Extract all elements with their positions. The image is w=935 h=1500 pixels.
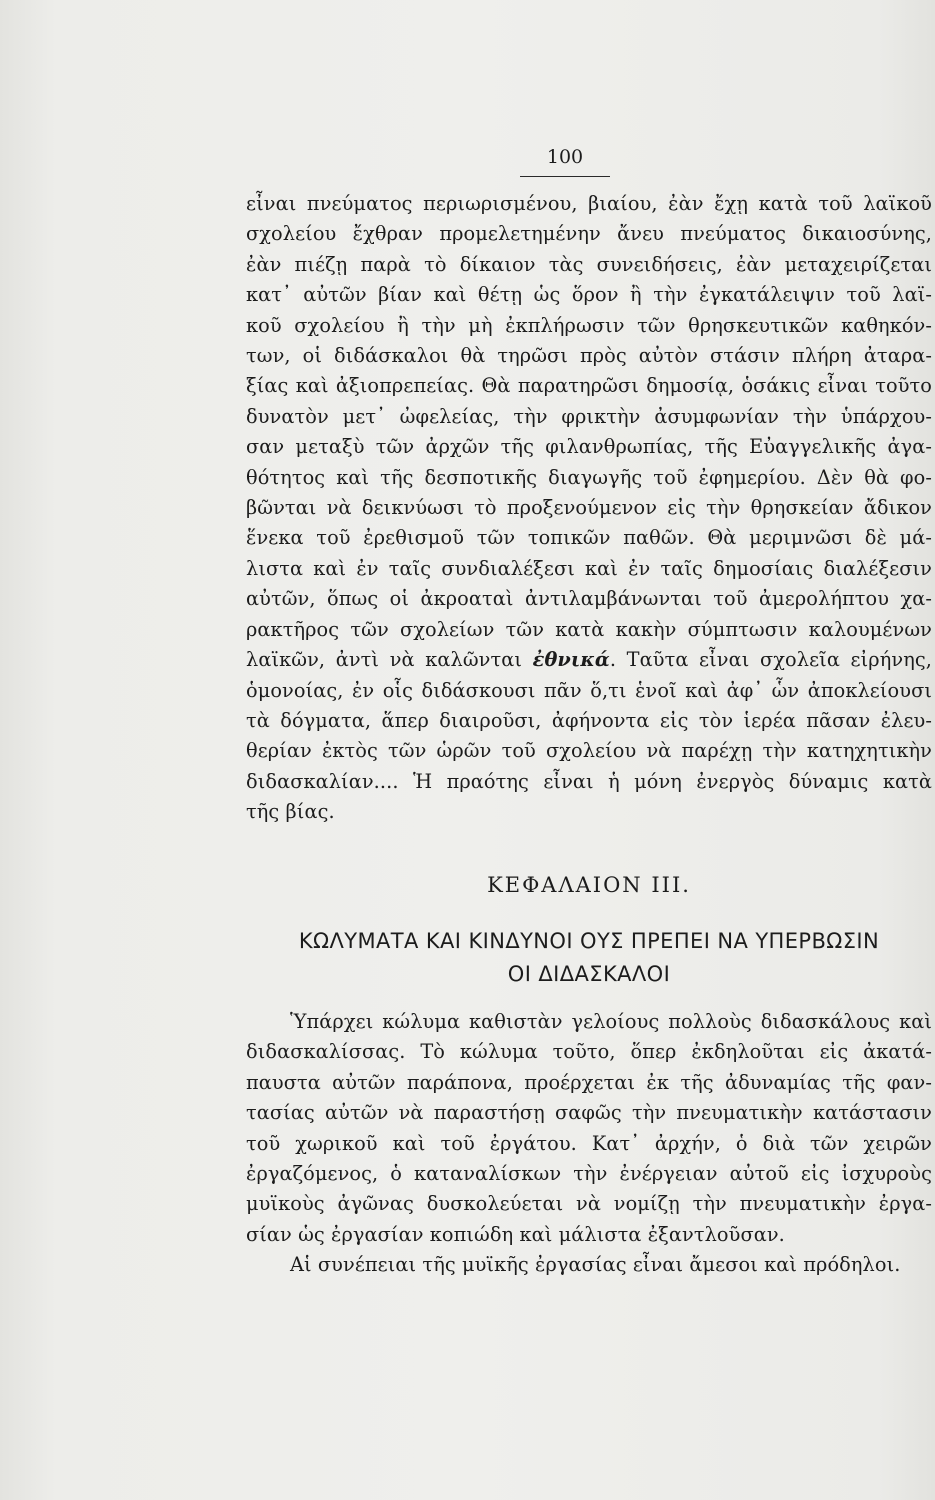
text-line: λιστα καὶ ἐν ταῖς συνδιαλέξεσι καὶ ἐν ταῖς δημοσίαις διαλέξεσιν bbox=[246, 556, 932, 580]
text-line: ἐὰν πιέζῃ παρὰ τὸ δίκαιον τὰς συνειδήσεις, ἐὰν μεταχειρίζεται bbox=[246, 252, 932, 276]
heading-line: ΚΩΛΥΜΑΤΑ ΚΑΙ ΚΙΝΔΥΝΟΙ ΟΥΣ ΠΡΕΠΕΙ ΝΑ ΥΠΕΡΒΩΣΙΝ bbox=[298, 929, 880, 953]
paragraph-3-line: Αἱ συνέπειαι τῆς μυϊκῆς ἐργασίας εἶναι ἄμεσοι καὶ πρόδηλοι. bbox=[290, 1253, 901, 1277]
text-line: ἕνεκα τοῦ ἐρεθισμοῦ τῶν τοπικῶν παθῶν. Θὰ μεριμνῶσι δὲ μά- bbox=[246, 526, 932, 550]
text-line: τοῦ χωρικοῦ καὶ τοῦ ἐργάτου. Κατ᾽ ἀρχήν, ὁ διὰ τῶν χειρῶν bbox=[246, 1131, 932, 1155]
text-line: μυϊκοὺς ἀγῶνας δυσκολεύεται νὰ νομίζῃ τὴν πνευματικὴν ἐργα- bbox=[246, 1192, 932, 1216]
text-line: διδασκαλίαν.... Ἡ πραότης εἶναι ἡ μόνη ἐνεργὸς δύναμις κατὰ bbox=[246, 769, 932, 793]
text-line: σίαν ὡς ἐργασίαν κοπιώδη καὶ μάλιστα ἐξαντλοῦσαν. bbox=[246, 1222, 785, 1246]
text-line: ὁμονοίας, ἐν οἷς διδάσκουσι πᾶν ὅ,τι ἑνοῖ καὶ ἀφ᾽ ὧν ἀποκλείουσι bbox=[246, 678, 932, 702]
text-line: σαν μεταξὺ τῶν ἀρχῶν τῆς φιλανθρωπίας, τῆς Εὐαγγελικῆς ἀγα- bbox=[246, 435, 932, 459]
text-line: εἶναι πνεύματος περιωρισμένου, βιαίου, ἐὰν ἔχῃ κατὰ τοῦ λαϊκοῦ bbox=[246, 192, 932, 215]
text-line: ἐργαζόμενος, ὁ καταναλίσκων τὴν ἐνέργειαν αὐτοῦ εἰς ἰσχυροὺς bbox=[246, 1162, 932, 1186]
text-line: θερίαν ἐκτὸς τῶν ὡρῶν τοῦ σχολείου νὰ παρέχῃ τὴν κατηχητικὴν bbox=[246, 739, 932, 763]
text-line: παυστα αὐτῶν παράπονα, προέρχεται ἐκ τῆς ἀδυναμίας τῆς φαν- bbox=[246, 1070, 932, 1094]
text-fragment: λαϊκῶν, ἀντὶ νὰ καλῶνται bbox=[246, 648, 533, 672]
text-line: τασίας αὐτῶν νὰ παραστήσῃ σαφῶς τὴν πνευματικὴν κατάστασιν bbox=[246, 1101, 932, 1125]
text-line: κατ᾽ αὐτῶν βίαν καὶ θέτῃ ὡς ὅρον ἢ τὴν ἐγκατάλειψιν τοῦ λαϊ- bbox=[246, 283, 932, 307]
text-line: αὐτῶν, ὅπως οἱ ἀκροαταὶ ἀντιλαμβάνωνται τοῦ ἀμερολήπτου χα- bbox=[246, 587, 932, 611]
heading-line: ΟΙ ΔΙΔΑΣΚΑΛΟΙ bbox=[507, 962, 671, 986]
text-line: τῆς βίας. bbox=[246, 800, 335, 824]
text-line: σχολείου ἔχθραν προμελετημένην ἄνευ πνεύματος δικαιοσύνης, bbox=[246, 222, 932, 246]
text-line: κοῦ σχολείου ἢ τὴν μὴ ἐκπλήρωσιν τῶν θρησκευτικῶν καθηκόν- bbox=[246, 313, 932, 337]
section-heading bbox=[246, 925, 932, 991]
text-line: Ὑπάρχει κώλυμα καθιστὰν γελοίους πολλοὺς διδασκάλους καὶ bbox=[290, 1010, 932, 1033]
text-line: δυνατὸν μετ᾽ ὠφελείας, τὴν φρικτὴν ἀσυμφωνίαν τὴν ὑπάρχου- bbox=[246, 404, 932, 428]
page-number: 100 bbox=[520, 146, 610, 177]
emphasized-word: ἐθνικά bbox=[532, 648, 610, 672]
text-line: θότητος καὶ τῆς δεσποτικῆς διαγωγῆς τοῦ ἐφημερίου. Δὲν θὰ φο- bbox=[246, 465, 932, 489]
paragraph-2 bbox=[246, 1007, 932, 1281]
text-fragment: . Ταῦτα εἶναι σχολεῖα εἰρήνης, bbox=[609, 648, 932, 672]
text-line: ξίας καὶ ἀξιοπρεπείας. Θὰ παρατηρῶσι δημοσίᾳ, ὁσάκις εἶναι τοῦτο bbox=[246, 374, 932, 398]
text-line: βῶνται νὰ δεικνύωσι τὸ προξενούμενον εἰς τὴν θρησκείαν ἄδικον bbox=[246, 496, 932, 520]
chapter-title: ΚΕΦΑΛΑΙΟΝ ΙΙΙ. bbox=[487, 873, 691, 897]
text-line-emphasis bbox=[246, 645, 932, 675]
paragraph-1 bbox=[246, 189, 932, 828]
text-line: διδασκαλίσσας. Τὸ κώλυμα τοῦτο, ὅπερ ἐκδηλοῦται εἰς ἀκατά- bbox=[246, 1040, 932, 1064]
text-line: των, οἱ διδάσκαλοι θὰ τηρῶσι πρὸς αὐτὸν στάσιν πλήρη ἀταρα- bbox=[246, 344, 932, 368]
text-line: ρακτῆρος τῶν σχολείων τῶν κατὰ κακὴν σύμπτωσιν καλουμένων bbox=[246, 617, 932, 641]
text-line: τὰ δόγματα, ἅπερ διαιροῦσι, ἀφήνοντα εἰς τὸν ἱερέα πᾶσαν ἐλευ- bbox=[246, 708, 932, 732]
